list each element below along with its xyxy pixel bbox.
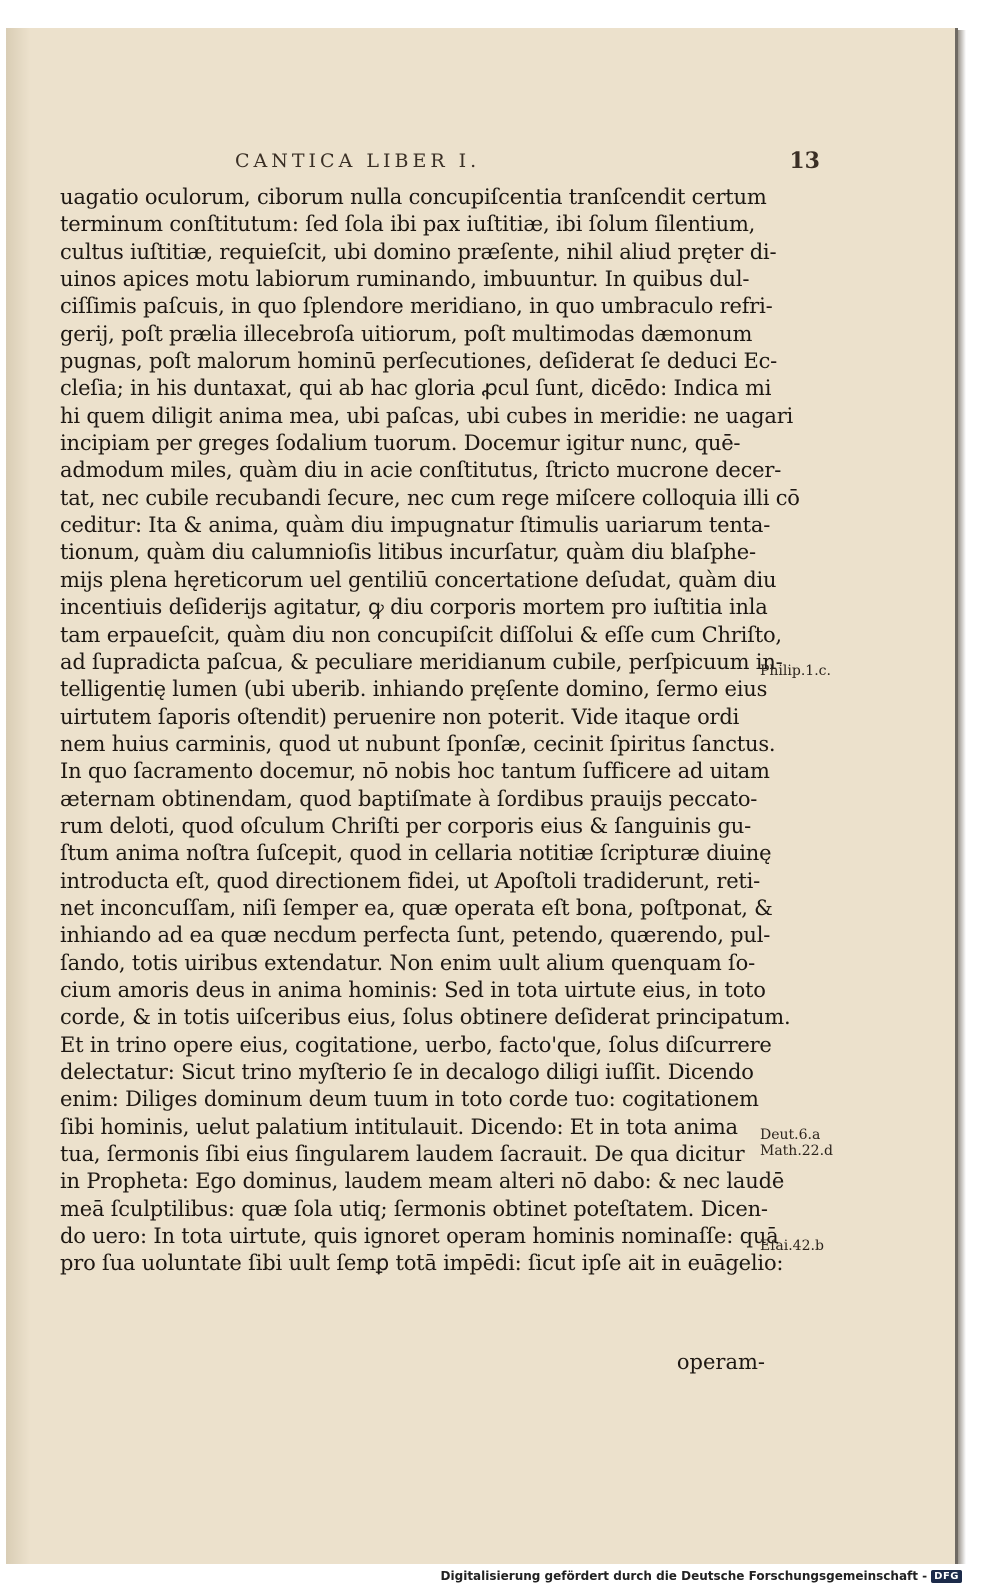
- text-line: uirtutem ſaporis oſtendit) peruenire non poterit. Vide itaque ordi: [60, 704, 740, 729]
- text-line: net inconcuſſam, niſi ſemper ea, quæ operata eſt bona, poſtponat, &: [60, 895, 773, 920]
- text-line: ſtum anima noſtra ſuſcepit, quod in cellaria notitiæ ſcripturæ diuinę: [60, 841, 772, 866]
- text-line: terminum conſtitutum: ſed ſola ibi pax iuſtitiæ, ibi ſolum ſilentium,: [60, 212, 756, 237]
- text-line: telligentię lumen (ubi uberib. inhiando pręſente domino, ſermo eius: [60, 677, 768, 702]
- marginal-note-matthew: Math.22.d: [760, 1143, 834, 1159]
- text-line: In quo ſacramento docemur, nō nobis hoc tantum ſufficere ad uitam: [60, 759, 770, 784]
- digitization-footer: [441, 1569, 962, 1583]
- marginal-note-isaiah: Eſai.42.b: [760, 1238, 824, 1254]
- text-line: incipiam per greges ſodalium tuorum. Docemur igitur nunc, quē-: [60, 431, 741, 456]
- text-line: cleſia; in his duntaxat, qui ab hac gloria ꝓcul ſunt, dicēdo: Indica mi: [60, 376, 772, 401]
- footer-credit: Digitalisierung gefördert durch die Deutsche Forschungsgemeinschaft -: [440, 1569, 928, 1583]
- text-line: tat, nec cubile recubandi ſecure, nec cum rege miſcere colloquia illi cō: [60, 485, 800, 510]
- text-line: do uero: In tota uirtute, quis ignoret operam hominis nominaſſe: quā: [60, 1224, 779, 1249]
- text-line: tionum, quàm diu calumnioſis litibus incurſatur, quàm diu blaſphe-: [60, 540, 756, 565]
- text-line: meā ſculptilibus: quæ ſola utiq; ſermonis obtinet poteſtatem. Dicen-: [60, 1196, 768, 1221]
- text-line: enim: Diliges dominum deum tuum in toto corde tuo: cogitationem: [60, 1087, 759, 1112]
- marginal-note-deut-math: [760, 1127, 832, 1159]
- catchword: operam-: [676, 1350, 765, 1374]
- text-line: uinos apices motu labiorum ruminando, imbuuntur. In quibus dul-: [60, 267, 750, 292]
- text-line: admodum miles, quàm diu in acie conſtitutus, ſtricto mucrone decer-: [60, 458, 782, 483]
- text-line: cium amoris deus in anima hominis: Sed in tota uirtute eius, in toto: [60, 977, 766, 1002]
- text-line: uagatio oculorum, ciborum nulla concupiſcentia tranſcendit certum: [60, 185, 767, 209]
- text-line: æternam obtinendam, quod baptiſmate à ſordibus prauijs peccato-: [60, 786, 758, 811]
- text-line: hi quem diligit anima mea, ubi paſcas, ubi cubes in meridie: ne uagari: [60, 403, 794, 428]
- text-line: corde, & in totis uiſceribus eius, ſolus obtinere deſiderat principatum.: [60, 1005, 791, 1030]
- running-head: CANTICA LIBER I.: [235, 150, 481, 172]
- text-line: ciſſimis paſcuis, in quo ſplendore meridiano, in quo umbraculo refri-: [60, 294, 773, 319]
- text-line: tua, ſermonis ſibi eius ſingularem laudem ſacrauit. De qua dicitur: [60, 1142, 745, 1167]
- text-line: introducta eſt, quod directionem fidei, ut Apoſtoli tradiderunt, reti-: [60, 868, 761, 893]
- text-line: mijs plena hęreticorum uel gentiliū concertatione deſudat, quàm diu: [60, 567, 777, 592]
- text-line: rum deloti, quod oſculum Chriſti per corporis eius & ſanguinis gu-: [60, 813, 751, 838]
- text-line: in Propheta: Ego dominus, laudem meam alteri nō dabo: & nec laudē: [60, 1169, 785, 1194]
- body-text: [60, 184, 800, 1278]
- text-line: inhiando ad ea quæ necdum perfecta ſunt, petendo, quærendo, pul-: [60, 923, 771, 948]
- marginal-note-philippians: Philip.1.c.: [760, 663, 831, 679]
- page-header: [60, 150, 820, 180]
- marginal-note-deuteronomy: Deut.6.a: [760, 1127, 821, 1143]
- text-line: delectatur: Sicut trino myſterio ſe in decalogo diligi iuſſit. Dicendo: [60, 1060, 754, 1084]
- text-line: ſibi hominis, uelut palatium intitulauit. Dicendo: Et in tota anima: [60, 1114, 738, 1139]
- text-line: pro ſua uoluntate ſibi uult ſemꝑ totā impēdi: ſicut ipſe ait in euāgelio:: [60, 1251, 784, 1276]
- page-gutter: [6, 28, 30, 1564]
- text-line: Et in trino opere eius, cogitatione, uerbo, facto'que, ſolus diſcurrere: [60, 1032, 772, 1057]
- dfg-logo: DFG: [931, 1570, 962, 1583]
- text-line: ceditur: Ita & anima, quàm diu impugnatur ſtimulis uariarum tenta-: [60, 513, 771, 538]
- text-line: tam erpaueſcit, quàm diu non concupiſcit diſſolui & eſſe cum Chriſto,: [60, 622, 782, 647]
- page-edge-shadow: [958, 30, 966, 1564]
- text-line: incentiuis deſiderijs agitatur, ꝙ diu corporis mortem pro iuſtitia inla: [60, 595, 768, 620]
- text-line: cultus iuſtitiæ, requieſcit, ubi domino præſente, nihil aliud pręter di-: [60, 239, 777, 264]
- text-line: pugnas, poſt malorum hominū perſecutiones, deſiderat ſe deduci Ec-: [60, 349, 778, 374]
- text-line: gerij, poſt prælia illecebroſa uitiorum, poſt multimodas dæmonum: [60, 321, 753, 346]
- text-line: ad ſupradicta paſcua, & peculiare meridianum cubile, perſpicuum in-: [60, 649, 783, 674]
- text-line: ſando, totis uiribus extendatur. Non enim uult alium quenquam ſo-: [60, 950, 755, 975]
- text-line: nem huius carminis, quod ut nubunt ſponſæ, cecinit ſpiritus ſanctus.: [60, 731, 776, 756]
- page-number: 13: [789, 148, 820, 174]
